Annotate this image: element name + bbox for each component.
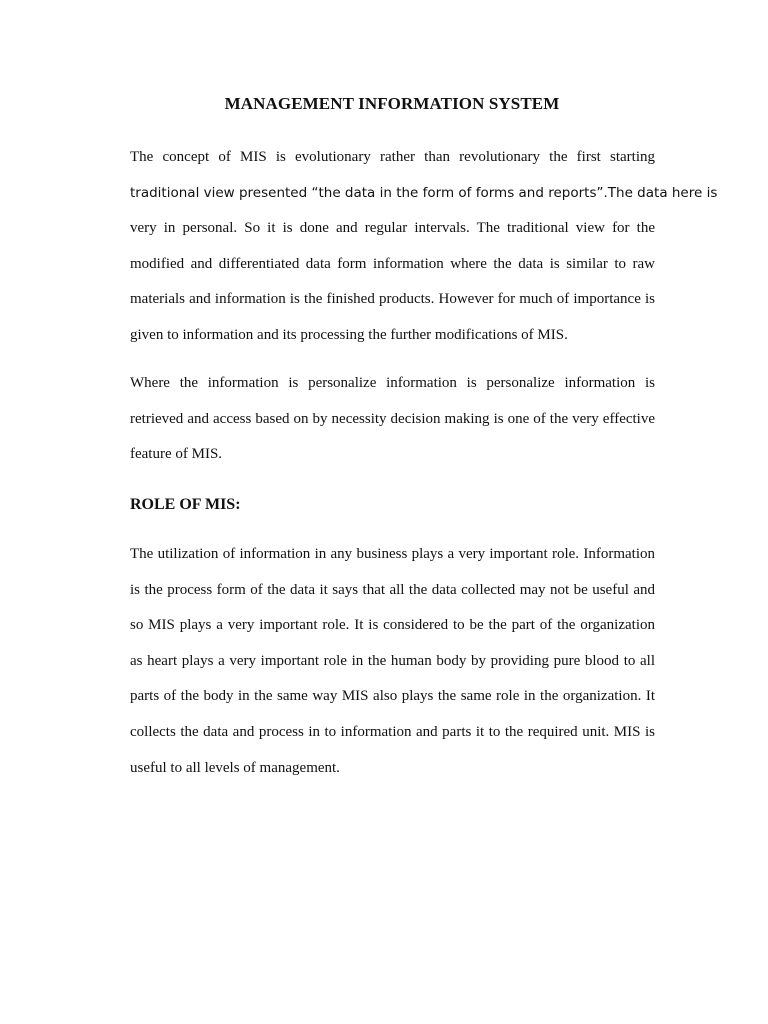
paragraph-line: The concept of MIS is evolutionary rather than revolutionary the first starting: [130, 149, 655, 165]
paragraph-line: useful to all levels of management.: [130, 759, 340, 776]
paragraph-line: very in personal. So it is done and regular intervals. The traditional view for the: [130, 220, 655, 237]
paragraph-line: modified and differentiated data form information where the data is similar to raw: [130, 255, 655, 272]
paragraph-line: materials and information is the finished products. However for much of importance is: [130, 291, 655, 308]
paragraph-line: feature of MIS.: [130, 446, 223, 463]
quoted-text-segment: traditional view presented “the data in the form of forms and reports”.: [130, 184, 608, 201]
paragraph-line: parts of the body in the same way MIS also plays the same role in the organization. It: [130, 688, 655, 705]
text-segment: The data here is: [607, 184, 718, 201]
paragraph-line: The utilization of information in any business plays a very important role. Information: [130, 546, 655, 562]
section-heading-role-of-mis: ROLE OF MIS:: [130, 496, 241, 513]
paragraph-line: given to information and its processing the further modifications of MIS.: [130, 326, 568, 343]
paragraph-line: is the process form of the data it says that all the data collected may not be useful and: [130, 581, 655, 598]
paragraph-line: so MIS plays a very important role. It is considered to be the part of the organization: [130, 617, 655, 634]
paragraph-line-mixed: [130, 184, 718, 220]
paragraph-line: retrieved and access based on by necessity decision making is one of the very effective: [130, 410, 655, 427]
paragraph-role-of-mis: [130, 545, 655, 794]
paragraph-line: Where the information is personalize information is personalize information is: [130, 375, 655, 391]
paragraph-personalized-information: [130, 374, 655, 481]
paragraph-mis-concept: [130, 148, 718, 362]
document-title: MANAGEMENT INFORMATION SYSTEM: [224, 94, 560, 113]
paragraph-line: as heart plays a very important role in the human body by providing pure blood to all: [130, 652, 655, 669]
paragraph-line: collects the data and process in to information and parts it to the required unit. MIS is: [130, 723, 655, 740]
